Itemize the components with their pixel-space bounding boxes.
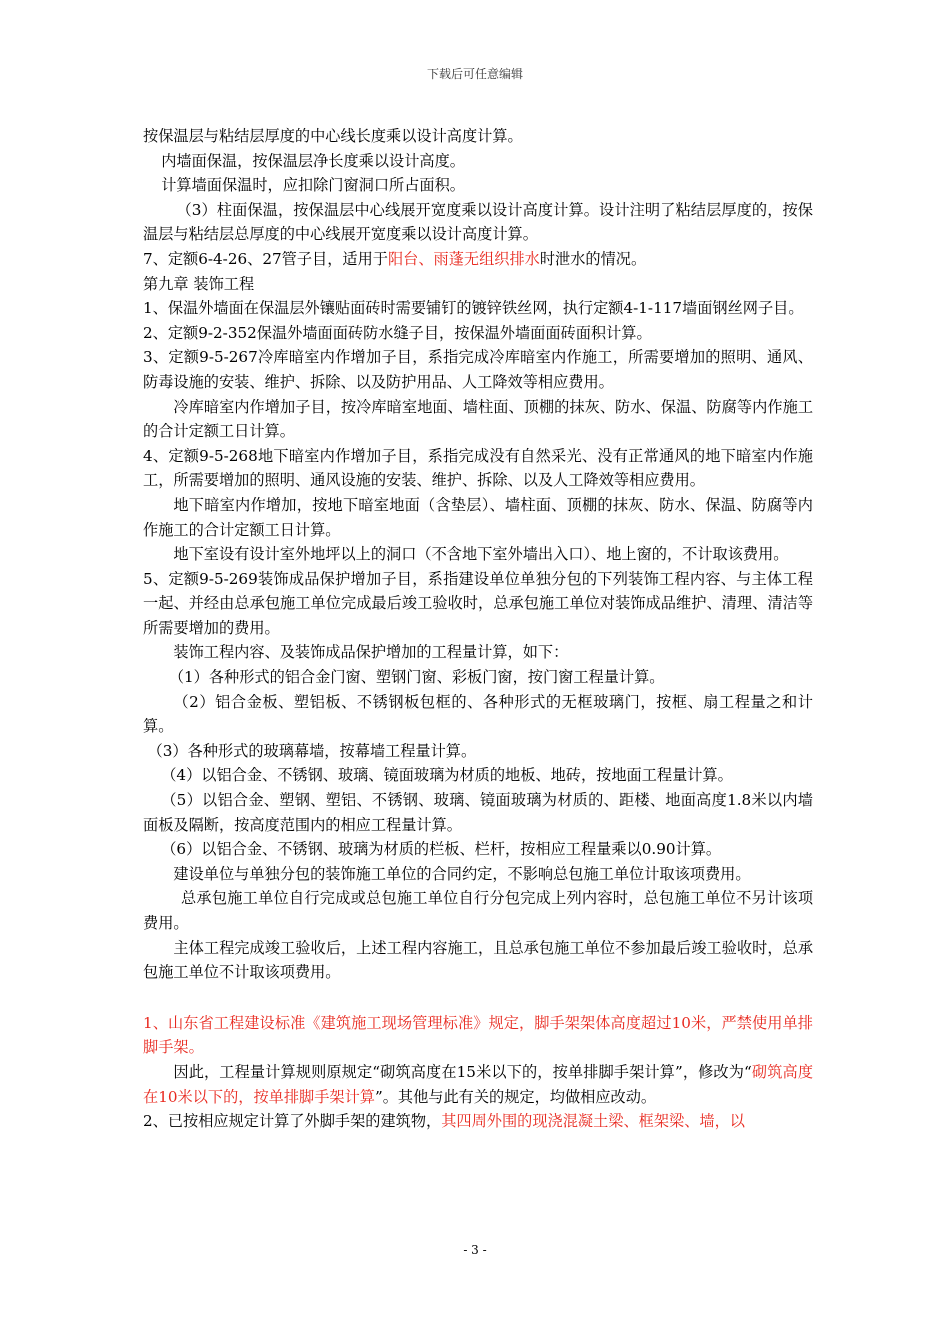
highlighted-text: 其四周外围的现浇混凝土梁、框架梁、墙，以	[441, 1112, 745, 1131]
text-segment: 第九章 装饰工程	[143, 274, 255, 293]
text-segment: 建设单位与单独分包的装饰施工单位的合同约定，不影响总包施工单位计取该项费用。	[173, 864, 751, 883]
text-segment: （5）以铝合金、塑钢、塑铝、不锈钢、玻璃、镜面玻璃为材质的、距楼、地面高度1.8米以内墙面板及隔断，按高度范围内的相应工程量计算。	[143, 791, 813, 834]
page-header: 下载后可任意编辑	[426, 67, 523, 81]
paragraph	[143, 247, 813, 272]
paragraph	[143, 493, 813, 542]
paragraph	[143, 1011, 813, 1060]
paragraph	[143, 395, 813, 444]
highlighted-text: 阳台、雨蓬无组织排水	[387, 249, 540, 268]
text-segment: 地下室设有设计室外地坪以上的洞口（不含地下室外墙出入口）、地上窗的，不计取该费用。	[173, 545, 789, 564]
list-item	[143, 690, 813, 739]
text-segment: 2、已按相应规定计算了外脚手架的建筑物，	[143, 1112, 442, 1131]
text-segment: （6）以铝合金、不锈钢、玻璃为材质的栏板、栏杆，按相应工程量乘以0.90计算。	[161, 840, 722, 859]
text-segment: 时泄水的情况。	[539, 249, 647, 268]
list-item	[143, 788, 813, 837]
text-segment: 计算墙面保温时，应扣除门窗洞口所占面积。	[161, 176, 465, 195]
text-segment: 按保温层与粘结层厚度的中心线长度乘以设计高度计算。	[143, 127, 523, 145]
paragraph	[143, 198, 813, 247]
paragraph	[143, 345, 813, 394]
chapter-heading	[143, 272, 813, 297]
text-segment: ”。其他与此有关的规定，均做相应改动。	[374, 1087, 657, 1106]
highlighted-text: 1、山东省工程建设标准《建筑施工现场管理标准》规定，脚手架架体高度超过10米，严禁使用单排脚手架。	[143, 1013, 813, 1057]
text-segment: 4、定额9-5-268地下暗室内作增加子目，系指完成没有自然采光、没有正常通风的地下暗室内作施工，所需要增加的照明、通风设施的安装、维护、拆除、以及人工降效等相应费用。	[143, 446, 813, 490]
text-segment: （1）各种形式的铝合金门窗、塑钢门窗、彩板门窗，按门窗工程量计算。	[168, 668, 665, 687]
text-segment: （2）铝合金板、塑铝板、不锈钢板包框的、各种形式的无框玻璃门，按框、扇工程量之和计算。	[143, 692, 813, 736]
text-segment: 7、定额6-4-26、27管子目，适用于	[143, 249, 388, 268]
text-segment: 2、定额9-2-352保温外墙面面砖防水缝子目，按保温外墙面面砖面积计算。	[143, 323, 652, 342]
paragraph	[143, 444, 813, 493]
list-item	[143, 739, 813, 764]
document-body	[143, 124, 813, 1134]
text-segment: 1、保温外墙面在保温层外镶贴面砖时需要铺钉的镀锌铁丝网，执行定额4-1-117墙面钢丝网子目。	[143, 299, 804, 318]
paragraph	[143, 1109, 813, 1134]
paragraph	[143, 567, 813, 641]
text-segment: 主体工程完成竣工验收后，上述工程内容施工，且总承包施工单位不参加最后竣工验收时，总承包施工单位不计取该项费用。	[143, 938, 813, 982]
paragraph	[143, 321, 813, 346]
text-segment: 装饰工程内容、及装饰成品保护增加的工程量计算，如下：	[173, 643, 569, 662]
text-segment: （3）柱面保温，按保温层中心线展开宽度乘以设计高度计算。设计注明了粘结层厚度的，按保温层与粘结层总厚度的中心线展开宽度乘以设计高度计算。	[143, 200, 813, 244]
text-segment: 冷库暗室内作增加子目，按冷库暗室地面、墙柱面、顶棚的抹灰、防水、保温、防腐等内作施工的合计定额工日计算。	[143, 397, 813, 441]
paragraph-gap	[143, 985, 813, 1011]
paragraph	[143, 936, 813, 985]
text-segment: 内墙面保温，按保温层净长度乘以设计高度。	[161, 151, 465, 170]
text-segment: 5、定额9-5-269装饰成品保护增加子目，系指建设单位单独分包的下列装饰工程内容、与主体工程一起、并经由总承包施工单位完成最后竣工验收时，总承包施工单位对装饰成品维护、清理、清洁等所需要增加的费用。	[143, 569, 813, 637]
text-segment: 总承包施工单位自行完成或总包施工单位自行分包完成上列内容时，总包施工单位不另计该项费用。	[143, 889, 813, 932]
paragraph	[143, 542, 813, 567]
text-segment: 3、定额9-5-267冷库暗室内作增加子目，系指完成冷库暗室内作施工，所需要增加的照明、通风、防毒设施的安装、维护、拆除、以及防护用品、人工降效等相应费用。	[143, 348, 813, 391]
paragraph	[143, 296, 813, 321]
text-segment: （4）以铝合金、不锈钢、玻璃、镜面玻璃为材质的地板、地砖，按地面工程量计算。	[161, 766, 733, 785]
page-number: - 3 -	[463, 1243, 487, 1257]
list-item	[143, 763, 813, 788]
paragraph	[143, 640, 813, 665]
paragraph	[143, 149, 813, 174]
text-segment: （3）各种形式的玻璃幕墙，按幕墙工程量计算。	[147, 741, 477, 760]
text-segment: 地下暗室内作增加，按地下暗室地面（含垫层）、墙柱面、顶棚的抹灰、防水、保温、防腐等内作施工的合计定额工日计算。	[143, 495, 813, 539]
paragraph	[143, 124, 813, 149]
highlighted-text: 砌筑高度在10米以下的，按单排脚手架计算	[143, 1062, 814, 1106]
text-segment: 因此，工程量计算规则原规定“砌筑高度在15米以下的，按单排脚手架计算”，修改为“	[173, 1062, 752, 1081]
paragraph	[143, 886, 813, 935]
paragraph	[143, 862, 813, 887]
paragraph	[143, 173, 813, 198]
list-item	[143, 837, 813, 862]
paragraph	[143, 1060, 813, 1109]
list-item	[143, 665, 813, 690]
